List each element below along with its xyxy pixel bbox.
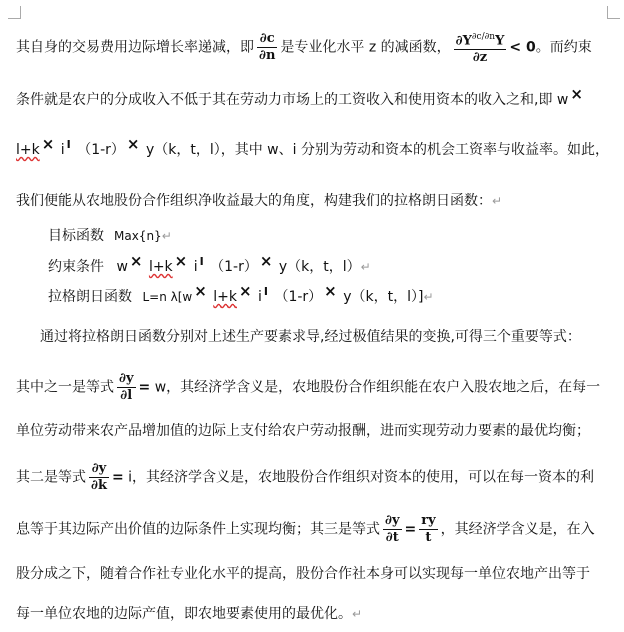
fraction-ry-t: $\frac{ry}{t}$ [421,513,436,545]
paragraph-mark: ↵ [423,290,434,304]
text-line-3: l+k × i $^I$ （1-r） × y（k，t，l），其中 w、i 分别为劳动和资本的机会工资率与收益率。如此， [16,135,609,158]
multiply-symbol: × [126,135,140,153]
text-line-12: 息等于其边际产出价值的边际条件上实现均衡；其三是等式 $\frac{\partial y}{\partial t}$ = $\frac{ry}{t}$ ，其经济学含义是，在入 [16,513,595,545]
text-line-1: 其自身的交易费用边际增长率递减，即 $\frac{\partial c}{\partial n}$ 是专业化水平 z 的减函数， $\frac{\partial Y^{\partial c/\partial n}Y}{\partial z}$ < 0。而约束 [16,31,592,66]
multiply-symbol: × [129,252,143,270]
fraction-dy-dl: $\frac{\partial y}{\partial l}$ [119,371,134,403]
text-line-14: 每一单位农地的边际产值，即农地要素使用的最优化。↵ [16,606,363,622]
multiply-symbol: × [174,252,188,270]
paragraph-mark: ↵ [492,194,503,208]
objective-line: 目标函数 Max{n}↵ [48,228,172,244]
text-line-9: 其中之一是等式 $\frac{\partial y}{\partial l}$ = w，其经济学含义是，农地股份合作组织能在农户入股农地之后，在每一 [16,371,601,403]
text-line-4: 我们便能从农地股份合作组织净收益最大的角度，构建我们的拉格朗日函数：↵ [16,193,503,209]
text-line-11: 其二是等式 $\frac{\partial y}{\partial k}$ = i，其经济学含义是，农地股份合作组织对资本的使用，可以在每一资本的利 [16,461,595,493]
multiply-symbol: × [324,282,337,300]
constraint-line: 约束条件 w × l+k × i $^I$ （1-r） × y（k，t，l）↵ [48,252,371,275]
fraction-dy-dt: $\frac{\partial y}{\partial t}$ [385,513,400,545]
text-line-13: 股分成之下，随着合作社专业化水平的提高，股份合作社本身可以实现每一单位农地产出等于 [16,566,590,582]
multiply-symbol: × [570,85,583,103]
text-line-8: 通过将拉格朗日函数分别对上述生产要素求导,经过极值结果的变换,可得三个重要等式： [40,329,581,345]
paragraph-mark: ↵ [352,607,363,621]
multiply-symbol: × [259,252,273,270]
multiply-symbol: × [41,135,55,153]
fraction-dy-dk: $\frac{\partial y}{\partial k}$ [91,461,107,493]
paragraph-mark: ↵ [161,229,172,243]
fraction-dy-dz: $\frac{\partial Y^{\partial c/\partial n}Y}{\partial z}$ [455,32,505,66]
margin-corner-mark [607,6,620,19]
multiply-symbol: × [238,282,252,300]
lagrangian-line: 拉格朗日函数 L=n λ[w × l+k × i $^I$ （1-r） × y（k，t，l）]↵ [48,282,434,305]
paragraph-mark: ↵ [360,260,371,274]
multiply-symbol: × [194,282,207,300]
margin-corner-mark [8,6,21,19]
text-line-10: 单位劳动带来农产品增加值的边际上支付给农户劳动报酬，进而实现劳动力要素的最优均衡； [16,423,590,439]
fraction-dc-dn: $\frac{\partial c}{\partial n}$ [259,31,276,64]
text-line-2: 条件就是农户的分成收入不低于其在劳动力市场上的工资收入和使用资本的收入之和,即 w × [16,85,583,108]
